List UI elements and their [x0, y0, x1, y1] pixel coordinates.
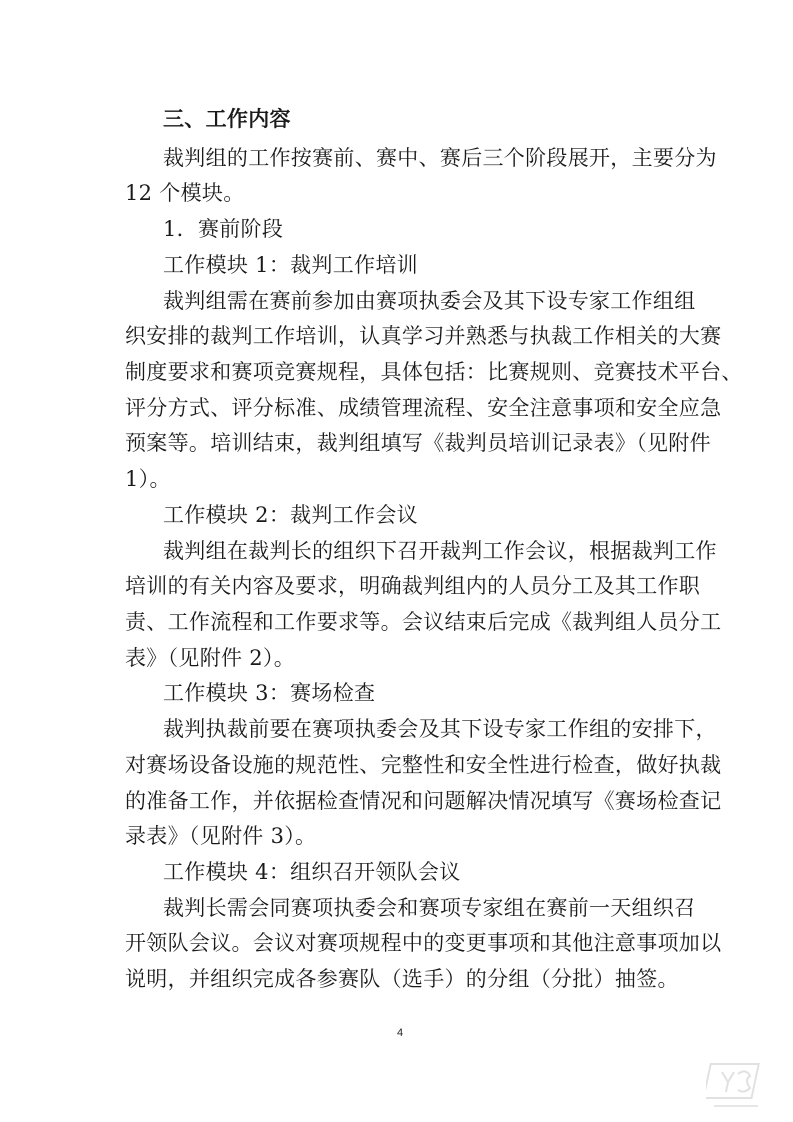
paragraph-line: 制度要求和赛项竞赛规程，具体包括：比赛规则、竞赛技术平台、	[125, 360, 743, 384]
paragraph-line: 裁判组在裁判长的组织下召开裁判工作会议，根据裁判工作	[163, 539, 717, 563]
paragraph-line: 开领队会议。会议对赛项规程中的变更事项和其他注意事项加以	[125, 931, 722, 955]
intro-line: 裁判组的工作按赛前、赛中、赛后三个阶段展开，主要分为	[163, 146, 717, 170]
paragraph-line: 培训的有关内容及要求，明确裁判组内的人员分工及其工作职	[125, 574, 701, 598]
paragraph-line: 评分方式、评分标准、成绩管理流程、安全注意事项和安全应急	[125, 396, 722, 420]
paragraph-line: 的准备工作，并依据检查情况和问题解决情况填写《赛场检查记	[125, 789, 722, 813]
paragraph-line: 织安排的裁判工作培训，认真学习并熟悉与执裁工作相关的大赛	[125, 324, 722, 348]
paragraph-line: 预案等。培训结束，裁判组填写《裁判员培训记录表》（见附件	[125, 431, 711, 455]
paragraph-line: 对赛场设备设施的规范性、完整性和安全性进行检查，做好执裁	[125, 753, 722, 777]
paragraph-line: 录表》（见附件 3）。	[125, 824, 317, 848]
module-title: 工作模块 2：裁判工作会议	[163, 503, 418, 527]
paragraph-line: 责、工作流程和工作要求等。会议结束后完成《裁判组人员分工	[125, 610, 722, 634]
paragraph-line: 表》（见附件 2）。	[125, 646, 296, 670]
paragraph-line: 裁判长需会同赛项执委会和赛项专家组在赛前一天组织召	[163, 896, 696, 920]
paragraph-line: 裁判组需在赛前参加由赛项执委会及其下设专家工作组组	[163, 289, 696, 313]
module-title: 工作模块 1：裁判工作培训	[163, 253, 418, 277]
module-title: 工作模块 4：组织召开领队会议	[163, 860, 461, 884]
paragraph-line: 说明，并组织完成各参赛队（选手）的分组（分批）抽签。	[125, 967, 679, 991]
intro-line: 12 个模块。	[125, 181, 245, 205]
page-number: 4	[396, 1027, 404, 1039]
watermark-logo-icon	[706, 1058, 766, 1114]
module-title: 工作模块 3：赛场检查	[163, 681, 376, 705]
paragraph-line: 1）。	[125, 467, 171, 491]
section-heading: 三、工作内容	[163, 107, 291, 131]
phase-heading: 1．赛前阶段	[163, 217, 284, 241]
paragraph-line: 裁判执裁前要在赛项执委会及其下设专家工作组的安排下，	[163, 717, 717, 741]
